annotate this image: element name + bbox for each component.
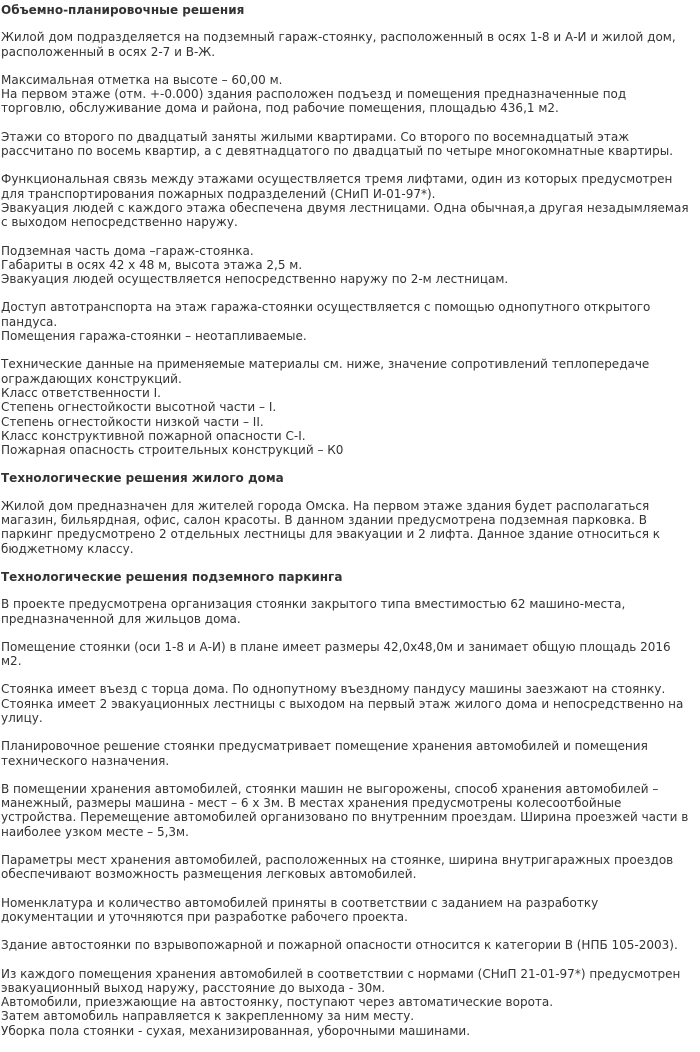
paragraph <box>1 73 690 116</box>
paragraph-line: Здание автостоянки по взрывопожарной и пожарной опасности относится к категории В (НПБ 105-2003). <box>1 938 678 953</box>
section-heading: Объемно-планировочные решения <box>1 3 245 17</box>
paragraph-line: Жилой дом предназначен для жителей города Омска. На первом этаже здания будет располагаться магазин, бильярдная, офис, салон красоты. В данном здании предусмотрена подземная парковка. В паркинг предусмотрено 2 отдельных лестницы для эвакуации и 2 лифта. Данное здание относиться к бюджетному классу. <box>1 498 660 556</box>
paragraph <box>1 499 690 556</box>
paragraph-line: Номенклатура и количество автомобилей приняты в соответствии с заданием на разработку документации и уточняются при разработке рабочего проекта. <box>1 895 599 924</box>
paragraph-line: Этажи со второго по двадцатый заняты жилыми квартирами. Со второго по восемнадцатый этаж рассчитано по восемь квартир, а с девятнадцатого по двадцатый по четыре многокомнатные квартиры. <box>1 129 674 159</box>
paragraph-line: Функциональная связь между этажами осуществляется тремя лифтами, один из которых предусмотрен для транспортирования пожарных подразделений (СНиП И-01-97*). <box>1 172 673 201</box>
paragraph <box>1 172 690 229</box>
paragraph-line: Технические данные на применяемые материалы см. ниже, значение сопротивлений теплопередаче ограждающих конструкций. <box>1 357 650 386</box>
paragraph-line: Планировочное решение стоянки предусматривает помещение хранения автомобилей и помещения технического назначения. <box>1 739 648 768</box>
paragraph-line: Максимальная отметка на высоте – 60,00 м. <box>1 72 283 87</box>
paragraph-line: Эвакуация людей осуществляется непосредственно наружу по 2-м лестницам. <box>1 272 509 287</box>
paragraph-line: Пожарная опасность строительных конструкций – К0 <box>1 443 344 458</box>
paragraph <box>1 739 690 768</box>
paragraph <box>1 967 690 1038</box>
paragraph-line: Степень огнестойкости низкой части – II. <box>1 414 264 429</box>
paragraph-line: Класс конструктивной пожарной опасности С-I. <box>1 428 306 443</box>
paragraph-line: Эвакуация людей с каждого этажа обеспечена двумя лестницами. Одна обычная,а другая незадымляемая с выходом непосредственно наружу. <box>1 200 689 230</box>
paragraph-line: В помещении хранения автомобилей, стоянки машин не выгорожены, способ хранения автомобилей – манежный, размеры машина - мест – 6 х 3м. В местах хранения предусмотрены колесоотбойные устройства. Перемещение автомобилей организовано по внутренним проездам. Ширина проезжей части в наиболее узком месте – 5,3м. <box>1 781 689 839</box>
paragraph <box>1 357 690 457</box>
paragraph-line: Габариты в осях 42 х 48 м, высота этажа 2,5 м. <box>1 257 303 272</box>
paragraph <box>1 130 690 159</box>
paragraph-line: Жилой дом подразделяется на подземный гараж-стоянку, расположенный в осях 1-8 и А-И и жилой дом, расположенный в осях 2-7 и В-Ж. <box>1 30 676 59</box>
paragraph <box>1 597 690 626</box>
paragraph <box>1 782 690 839</box>
paragraph <box>1 853 690 882</box>
section-heading: Технологические решения жилого дома <box>1 471 284 486</box>
paragraph-line: Доступ автотранспорта на этаж гаража-стоянки осуществляется с помощью однопутного открытого пандуса. <box>1 300 651 329</box>
paragraph-line: Помещение стоянки (оси 1-8 и А-И) в плане имеет размеры 42,0х48,0м и занимает общую площадь 2016 м2. <box>1 639 671 669</box>
section-heading: Технологические решения подземного паркинга <box>1 569 343 584</box>
paragraph <box>1 300 690 343</box>
paragraph-line: Параметры мест хранения автомобилей, расположенных на стоянке, ширина внутригаражных проездов обеспечивают возможность размещения легковых автомобилей. <box>1 853 674 882</box>
paragraph <box>1 640 690 669</box>
paragraph-line: Уборка пола стоянки - сухая, механизированная, уборочными машинами. <box>1 1023 471 1038</box>
paragraph-line: Стоянка имеет въезд с торца дома. По однопутному въездному пандусу машины заезжают на стоянку. Стоянка имеет 2 эвакуационных лестницы с выходом на первый этаж жилого дома и непосредственно на улицу. <box>1 682 684 725</box>
paragraph-line: Подземная часть дома –гараж-стоянка. <box>1 243 254 258</box>
paragraph-line: Автомобили, приезжающие на автостоянку, поступают через автоматические ворота. <box>1 995 554 1010</box>
paragraph-line: Степень огнестойкости высотной части – I. <box>1 400 277 415</box>
paragraph <box>1 244 690 287</box>
paragraph-line: На первом этаже (отм. +-0.000) здания расположен подъезд и помещения предназначенные под торговлю, обслуживание дома и района, под рабочие помещения, площадью 436,1 м2. <box>1 87 627 116</box>
paragraph-line: Класс ответственности I. <box>1 385 161 400</box>
paragraph <box>1 938 690 952</box>
paragraph <box>1 682 690 725</box>
paragraph-line: Из каждого помещения хранения автомобилей в соответствии с нормами (СНиП 21-01-97*) предусмотрен эвакуационный выход наружу, расстояние до выхода - 30м. <box>1 966 681 995</box>
paragraph-line: Помещения гаража-стоянки – неотапливаемые. <box>1 329 307 344</box>
paragraph <box>1 30 690 59</box>
paragraph-line: Затем автомобиль направляется к закрепленному за ним месту. <box>1 1009 415 1024</box>
paragraph <box>1 896 690 925</box>
paragraph-line: В проекте предусмотрена организация стоянки закрытого типа вместимостью 62 машино-места, предназначенной для жильцов дома. <box>1 597 626 626</box>
